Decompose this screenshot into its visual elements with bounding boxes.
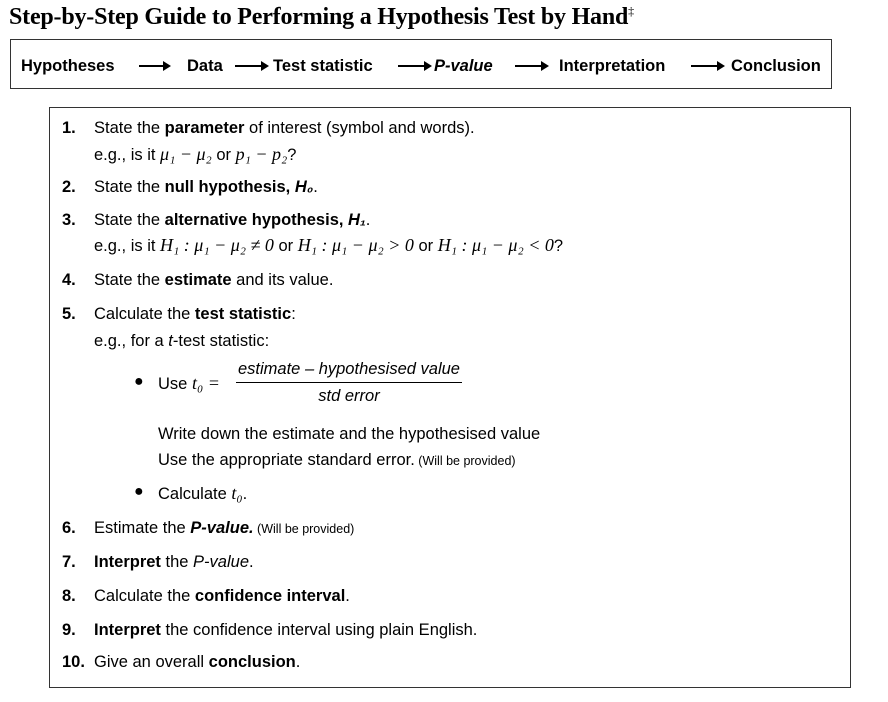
step-number: 8. — [62, 587, 76, 605]
standard-error-note — [158, 451, 516, 470]
text-segment: parameter — [164, 119, 245, 137]
text-segment: P-value — [193, 553, 249, 571]
step-5 — [94, 305, 296, 324]
step-number: 2. — [62, 178, 76, 196]
text-segment: State the — [94, 178, 165, 196]
text-segment: t₀ — [231, 483, 243, 503]
step-number: 1. — [62, 119, 76, 137]
bullet-icon: ● — [134, 483, 144, 500]
text-segment: Calculate — [158, 485, 232, 503]
text-segment: Calculate the — [94, 305, 195, 323]
text-segment: . — [249, 553, 254, 571]
flow-p-value: P-value — [434, 57, 493, 75]
flow-interpretation: Interpretation — [559, 57, 666, 75]
text-segment: or — [413, 237, 438, 255]
step-8 — [94, 587, 350, 606]
step-number: 9. — [62, 621, 76, 639]
arrow-right-icon — [515, 65, 547, 67]
arrow-right-icon — [139, 65, 169, 67]
text-segment: of interest (symbol and words). — [244, 119, 475, 137]
formula-label — [158, 373, 220, 394]
text-segment: H₁ : μ₁ − μ₂ < 0 — [437, 235, 554, 255]
text-segment: e.g., for a — [94, 332, 169, 350]
text-segment: Give an overall — [94, 653, 209, 671]
text-segment: Use the appropriate standard error. — [158, 451, 415, 469]
step-number: 6. — [62, 519, 76, 537]
text-segment: Calculate the — [94, 587, 195, 605]
flow-hypotheses: Hypotheses — [21, 57, 115, 75]
arrow-right-icon — [398, 65, 430, 67]
test-statistic-formula — [236, 360, 462, 406]
page-title — [9, 4, 634, 31]
bullet-icon: ● — [134, 373, 144, 390]
text-segment: ? — [287, 146, 297, 164]
flow-test-statistic: Test statistic — [273, 57, 373, 75]
text-segment: estimate – hypothesised value — [236, 360, 462, 383]
text-segment: μ₁ − μ₂ — [160, 144, 212, 164]
flow-conclusion: Conclusion — [731, 57, 821, 75]
step-number: 7. — [62, 553, 76, 571]
text-segment: H₁ : μ₁ − μ₂ > 0 — [297, 235, 414, 255]
text-segment: H₀ — [294, 178, 314, 196]
text-segment: Use — [158, 375, 192, 393]
flow-data: Data — [187, 57, 223, 75]
text-segment: H₁ — [348, 211, 366, 229]
text-segment: e.g., is it — [94, 146, 161, 164]
title-footnote-mark: ‡ — [628, 4, 634, 18]
text-segment: P-value. — [190, 519, 254, 537]
step-number: 10. — [62, 653, 85, 671]
text-segment: . — [295, 653, 301, 671]
text-segment: or — [211, 146, 236, 164]
text-segment: Interpret — [94, 621, 161, 639]
step-7 — [94, 553, 254, 572]
text-segment: null hypothesis, — [164, 178, 295, 196]
step-6 — [94, 519, 354, 538]
text-segment: p₁ − p₂ — [235, 144, 288, 164]
text-segment: . — [345, 587, 350, 605]
text-segment: t — [168, 332, 173, 350]
write-down-note: Write down the estimate and the hypothesised value — [158, 425, 541, 443]
step-5-example — [94, 332, 269, 351]
text-segment: alternative hypothesis, — [164, 211, 349, 229]
text-segment: Step-by-Step Guide to Performing a Hypothesis Test by Hand — [9, 4, 629, 30]
step-9 — [94, 621, 477, 640]
text-segment: : — [291, 305, 296, 323]
text-segment: estimate — [164, 271, 232, 289]
step-2 — [94, 178, 318, 197]
text-segment: State the — [94, 211, 165, 229]
step-10 — [94, 653, 300, 672]
arrow-right-icon — [235, 65, 267, 67]
text-segment: ? — [553, 237, 564, 255]
text-segment: or — [273, 237, 298, 255]
step-number: 3. — [62, 211, 76, 229]
text-segment: the — [160, 553, 194, 571]
arrow-right-icon — [691, 65, 723, 67]
text-segment: t₀ = — [191, 373, 220, 393]
step-3-example — [94, 235, 563, 256]
text-segment: Estimate the — [94, 519, 191, 537]
text-segment: conclusion — [208, 653, 296, 671]
text-segment: and its value. — [231, 271, 334, 289]
calculate-t0 — [158, 483, 247, 504]
text-segment: -test statistic: — [172, 332, 270, 350]
step-3 — [94, 211, 370, 230]
step-1 — [94, 119, 475, 138]
step-1-example — [94, 144, 296, 165]
text-segment: . — [313, 178, 318, 196]
text-segment: test statistic — [194, 305, 292, 323]
step-number: 4. — [62, 271, 76, 289]
text-segment: H₁ : μ₁ − μ₂ ≠ 0 — [160, 235, 274, 255]
text-segment: (Will be provided) — [414, 454, 516, 468]
text-segment: State the — [94, 119, 165, 137]
text-segment: . — [365, 211, 371, 229]
text-segment: (Will be provided) — [253, 522, 355, 536]
text-segment: . — [242, 485, 248, 503]
step-4 — [94, 271, 333, 290]
text-segment: State the — [94, 271, 165, 289]
process-flow — [10, 39, 832, 89]
text-segment: Interpret — [94, 553, 161, 571]
step-number: 5. — [62, 305, 76, 323]
text-segment: the confidence interval using plain English. — [160, 621, 478, 639]
text-segment: std error — [318, 387, 380, 405]
text-segment: confidence interval — [194, 587, 346, 605]
text-segment: e.g., is it — [94, 237, 161, 255]
